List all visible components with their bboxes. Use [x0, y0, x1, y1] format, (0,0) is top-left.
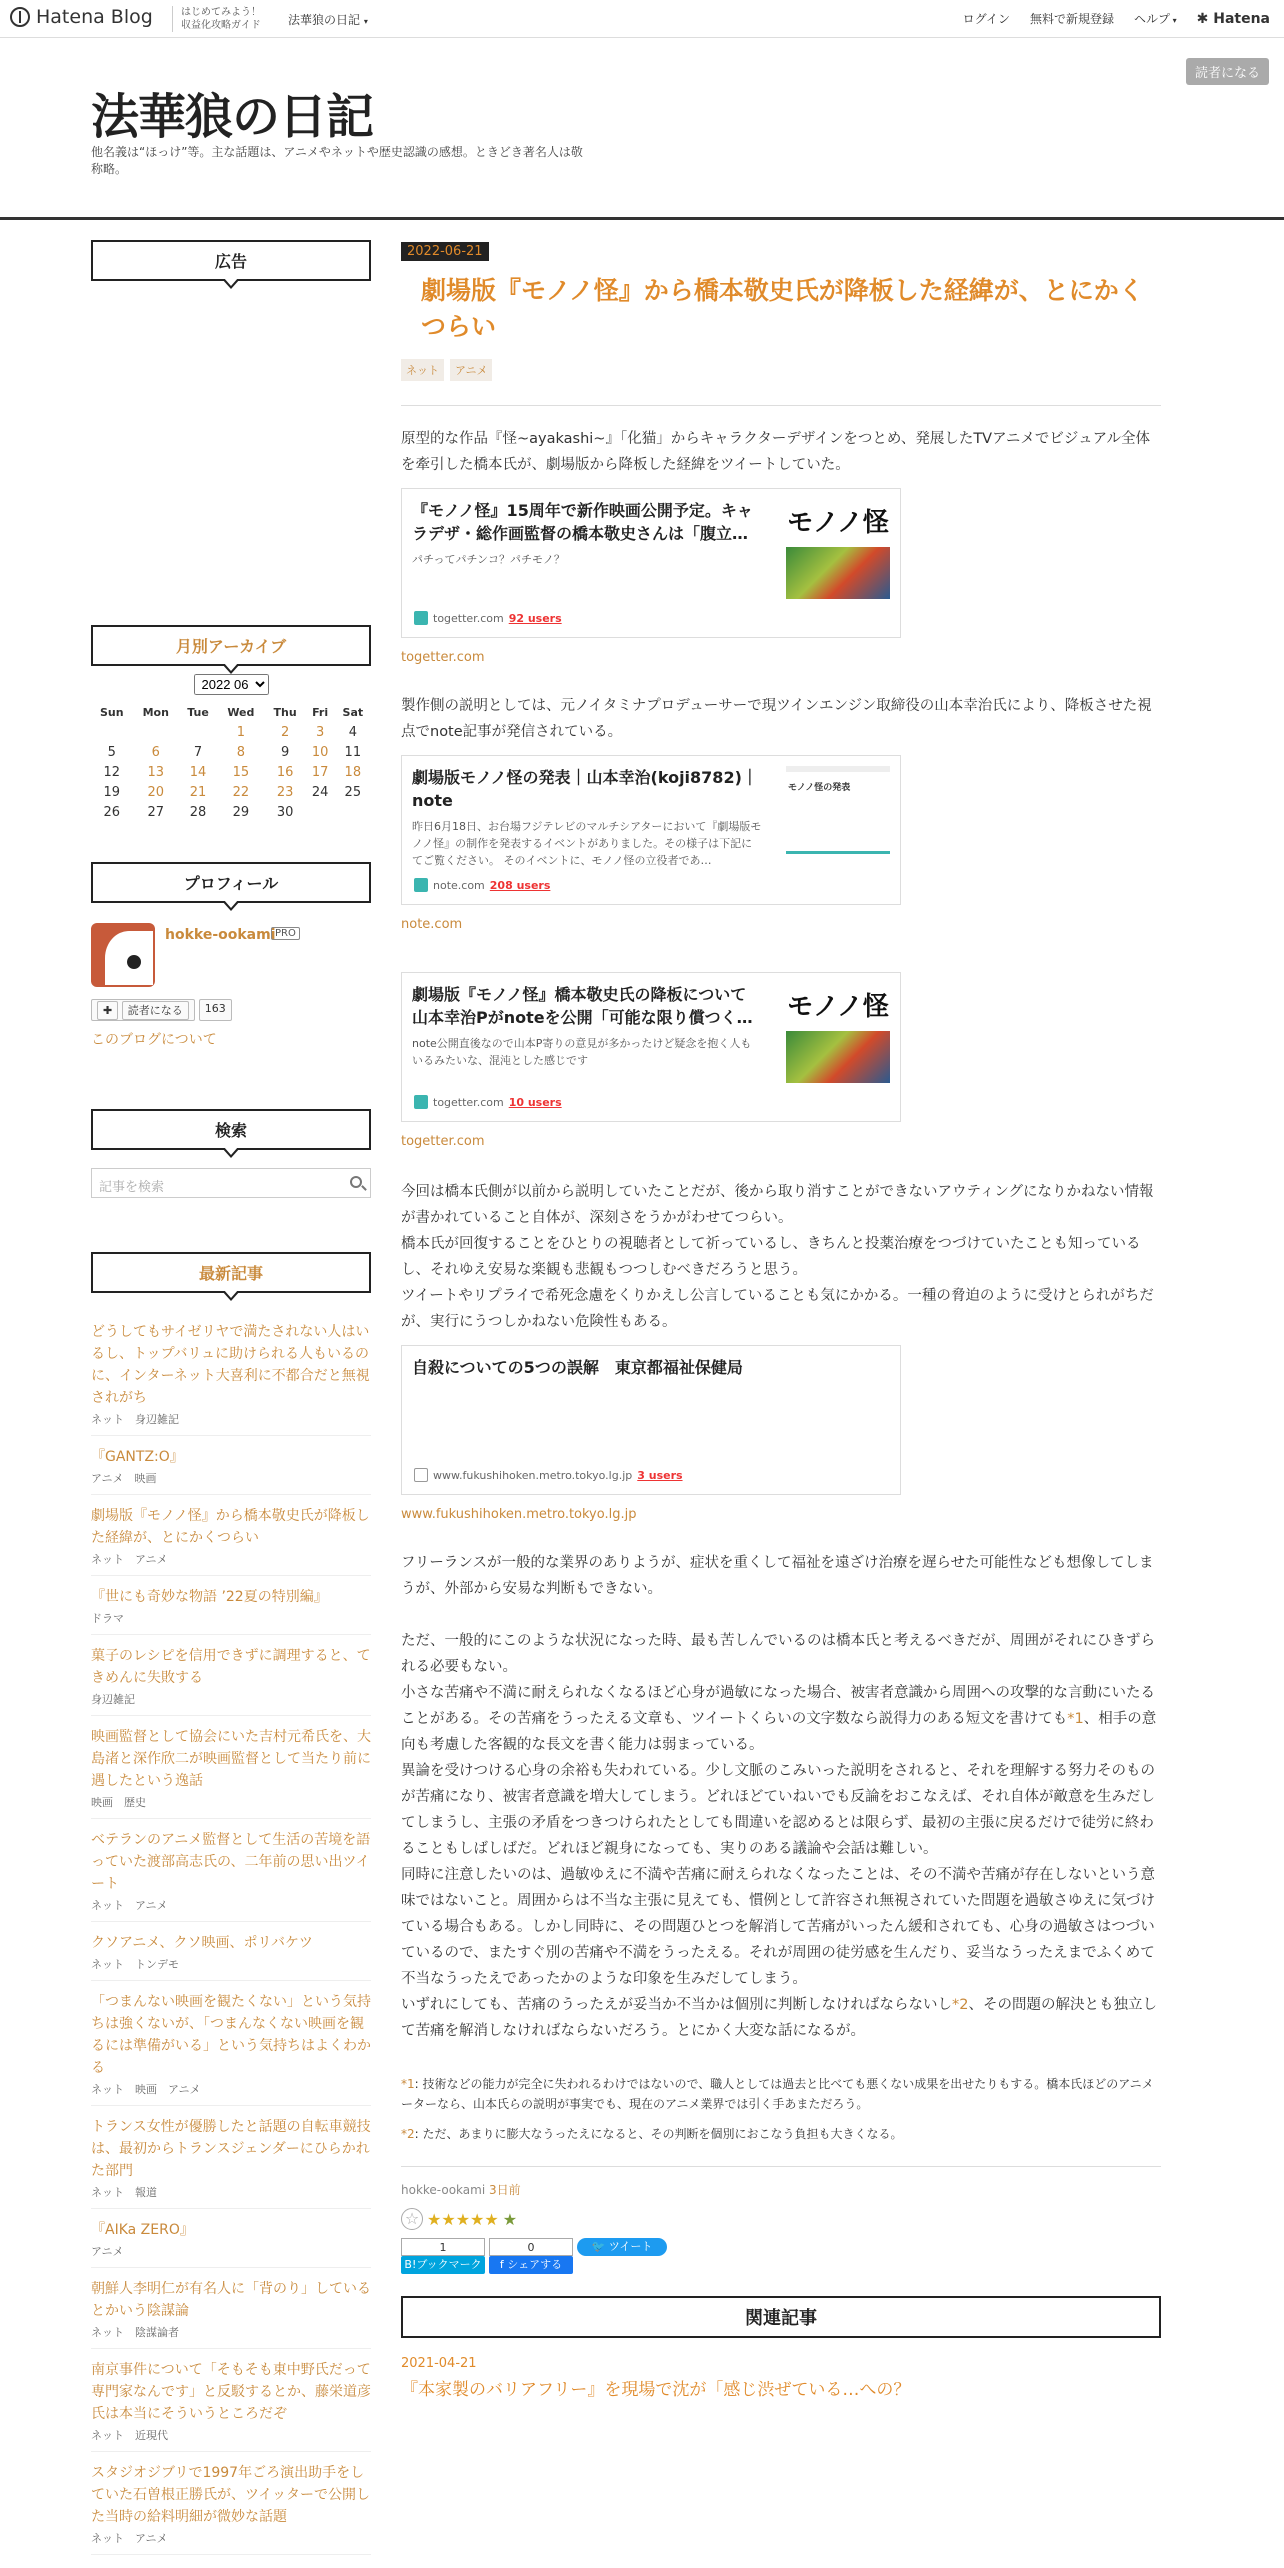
footnotes — [401, 2074, 1161, 2144]
recent-post-item — [91, 1576, 371, 1635]
share-count: 0 — [489, 2238, 573, 2256]
calendar-day — [133, 722, 179, 742]
monetize-guide-link[interactable] — [172, 6, 261, 32]
global-nav — [963, 10, 1270, 27]
related-heading: 関連記事 — [401, 2296, 1161, 2338]
recent-post-item — [91, 1922, 371, 1981]
card-footer — [414, 611, 562, 625]
ad-space — [91, 281, 371, 625]
recent-post-title[interactable]: 「つまんない映画を観たくない」という気持ちは強くないが、「つまんなくない映画を観るには準備がいる」という気持ちはよくわかる — [91, 1994, 371, 2076]
login-link[interactable]: ログイン — [962, 12, 1011, 26]
embed-card[interactable] — [401, 755, 901, 905]
subscriber-count: 163 — [199, 999, 232, 1021]
card-title: 自殺についての5つの誤解 東京都福祉保健局 — [412, 1358, 743, 1377]
recent-post-title[interactable]: どうしてもサイゼリヤで満たされない人はいるし、トップバリュに助けられる人もいるのに、インターネット大喜利に不都合だと無視されがち — [91, 1324, 370, 1406]
signup-link[interactable]: 無料で新規登録 — [1030, 12, 1115, 26]
card-description: 昨日6月18日、お台場フジテレビのマルチシアターにおいて『劇場版モノノ怪』の制作を発表するイベントがありました。その様子は下記にてご覧ください。 そのイベントに、モノノ怪の立役者であ… — [412, 820, 762, 867]
mononoke-logo: モノノ怪 — [787, 508, 889, 538]
add-star-icon[interactable]: ☆ — [401, 2208, 423, 2230]
recent-post-item — [91, 2349, 371, 2452]
recent-post-tags[interactable]: ネット 身辺雑記 — [91, 1413, 179, 1426]
card-thumbnail — [786, 499, 890, 603]
weekday-label: Thu — [273, 706, 297, 719]
calendar-day[interactable]: 8 — [236, 744, 245, 760]
logo-text: Hatena Blog — [36, 6, 153, 28]
weekday-label: Wed — [227, 706, 255, 719]
tweet-pill — [577, 2238, 667, 2256]
card-title: 劇場版モノノ怪の発表｜山本幸治(koji8782)｜note — [412, 768, 758, 810]
profile-name[interactable]: hokke-ookami — [165, 927, 276, 943]
guide-line-2: 収益化攻略ガイド — [181, 20, 261, 31]
recent-posts-heading: 最新記事 — [91, 1252, 371, 1293]
card-domain: www.fukushihoken.metro.tokyo.lg.jp — [433, 1468, 633, 1482]
search-placeholder: 記事を検索 — [99, 1180, 165, 1195]
calendar-day[interactable]: 2 — [280, 724, 290, 740]
pro-badge: PRO — [271, 927, 300, 940]
paragraph-text: 、その問題の解決とも独立して苦痛を解消しなければならないだろう。とにかく大変な話になるが。 — [401, 1997, 1157, 2039]
recent-post-title[interactable]: スタジオジブリで1997年ごろ演出助手をしていた石曽根正勝氏が、ツイッターで公開した当時の給料明細が微妙な話題 — [91, 2465, 371, 2525]
recent-post-tags[interactable]: 映画 歴史 — [91, 1796, 146, 1809]
calendar-day — [335, 802, 371, 822]
help-menu[interactable] — [1134, 10, 1177, 27]
card-domain: togetter.com — [433, 611, 504, 625]
recent-posts-list — [91, 1311, 371, 2555]
ad-heading: 広告 — [91, 240, 371, 281]
calendar-day[interactable]: 14 — [189, 764, 207, 780]
calendar-day — [91, 722, 133, 742]
guide-line-1: はじめてみよう！ — [181, 7, 261, 18]
calendar-day[interactable]: 6 — [151, 744, 160, 760]
divider — [401, 405, 1161, 406]
hatena-link[interactable] — [1197, 11, 1270, 27]
recent-post-tags[interactable]: ネット アニメ — [91, 2532, 168, 2545]
recent-post-tags[interactable]: ネット 陰謀論者 — [91, 2326, 179, 2339]
calendar-day — [306, 802, 335, 822]
calendar-day: 26 — [103, 804, 121, 820]
plus-icon: ✚ — [97, 1001, 118, 1020]
source-link[interactable]: www.fukushihoken.metro.tokyo.lg.jp — [401, 1507, 637, 1522]
calendar-day[interactable]: 10 — [311, 744, 329, 760]
category-tag[interactable]: ネット — [401, 359, 444, 381]
facebook-share-button[interactable] — [489, 2238, 573, 2274]
togetter-favicon — [414, 611, 428, 625]
recent-post-item — [91, 1635, 371, 1716]
paragraph: 今回は橋本氏側が以前から説明していたことだが、後から取り消すことができないアウティングになりかねない情報が書かれていること自体が、深刻さをうかがわせてつらい。 — [401, 1184, 1154, 1226]
recent-post-item — [91, 1495, 371, 1576]
calendar-day — [179, 722, 217, 742]
hatena-bookmark-button[interactable] — [401, 2238, 485, 2274]
calendar-day[interactable]: 15 — [232, 764, 250, 780]
paragraph — [401, 1680, 1161, 1758]
calendar-day[interactable]: 3 — [315, 724, 325, 740]
footnote-ref-2[interactable]: *2 — [952, 1997, 969, 2013]
note-thumb-title: モノノ怪の発表 — [788, 783, 851, 793]
blog-description: 他名義は“ほっけ”等。主な話題は、アニメやネットや歴史認識の感想。ときどき著名人は敬称略。 — [91, 145, 583, 176]
bookmark-label: B!ブックマーク — [401, 2256, 485, 2274]
calendar-day[interactable]: 17 — [311, 764, 329, 780]
recent-post-item — [91, 2106, 371, 2209]
card-domain: togetter.com — [433, 1095, 504, 1109]
bookmark-users[interactable]: 10 users — [508, 1095, 562, 1109]
about-blog-text: このブログについて — [91, 1032, 217, 1048]
category-tag[interactable]: アニメ — [450, 359, 492, 381]
recent-post-title[interactable]: 映画監督として協会にいた吉村元希氏を、大島渚と深作欣二が映画監督として当たり前に遇したという逸話 — [91, 1729, 371, 1789]
paragraph-group — [401, 1179, 1161, 1335]
paragraph: 原型的な作品『怪~ayakashi~』「化猫」からキャラクターデザインをつとめ、発展したTVアニメでビジュアル全体を牽引した橋本氏が、劇場版から降板した経緯をツイートしていた。 — [401, 431, 1150, 473]
recent-post-tags[interactable]: ネット 報道 — [91, 2186, 157, 2199]
card-domain: note.com — [433, 878, 485, 892]
article-date[interactable]: 2022-06-21 — [401, 242, 489, 261]
weekday-label: Sat — [342, 706, 364, 719]
tweet-button[interactable] — [577, 2238, 667, 2274]
footnote-label[interactable]: *1 — [401, 2077, 415, 2091]
card-thumbnail — [786, 983, 890, 1087]
calendar-day[interactable]: 23 — [276, 784, 294, 800]
recent-post-title[interactable]: トランス女性が優勝したと話題の自転車競技は、最初からトランスジェンダーにひらかれた部門 — [91, 2119, 371, 2179]
star-icon[interactable]: ★ — [502, 2209, 518, 2229]
recent-post-tags[interactable]: アニメ — [91, 2245, 124, 2258]
hatena-blog-logo[interactable] — [10, 6, 153, 28]
paragraph-text: いずれにしても、苦痛のうったえが妥当か不当かは個別に判断しなければならないし — [401, 1997, 952, 2013]
profile-heading: プロフィール — [91, 862, 371, 903]
recent-post-tags[interactable]: 身辺雑記 — [91, 1693, 135, 1706]
about-blog-link[interactable] — [91, 1029, 371, 1049]
subscribe-row — [91, 999, 371, 1021]
recent-post-title[interactable]: ベテランのアニメ監督として生活の苦境を語っていた渡部高志氏の、二年前の思い出ツイート — [91, 1832, 371, 1892]
footnote-text: 技術などの能力が完全に失われるわけではないので、職人としては過去と比べても悪くない成果を出せたりもする。橋本氏ほどのアニメーターなら、山本氏らの説明が事実でも、現在のアニメ業界では引く手あまただろう。 — [401, 2077, 1154, 2111]
recent-post-title[interactable]: 南京事件について「そもそも東中野氏だって専門家なんです」と反駁するとか、藤栄道彦氏は本当にそういうところだぞ — [91, 2362, 371, 2422]
card-title: 『モノノ怪』15周年で新作映画公開予定。キャラデザ・総作画監督の橋本敬史さんは「腹立… — [412, 501, 753, 543]
blog-header — [0, 38, 1284, 220]
recent-post-title[interactable]: 菓子のレシピを信用できずに調理すると、てきめんに失敗する — [91, 1648, 371, 1686]
recent-post-title[interactable]: 朝鮮人李明仁が有名人に「背のり」しているとかいう陰謀論 — [91, 2281, 371, 2319]
embed-card[interactable] — [401, 972, 901, 1122]
footnote-text: ただ、あまりに膨大なうったえになると、その判断を個別におこなう負担も大きくなる。 — [422, 2127, 903, 2141]
calendar-day[interactable]: 22 — [232, 784, 250, 800]
recent-post-item — [91, 2268, 371, 2349]
calendar-day: 5 — [107, 744, 116, 760]
permalink[interactable]: 3日前 — [488, 2183, 521, 2197]
card-description: パチってパチンコ？パチモノ？ — [412, 553, 565, 566]
recent-post-item — [91, 1981, 371, 2106]
bookmark-count: 1 — [401, 2238, 485, 2256]
blog-menu-dropdown[interactable] — [288, 11, 368, 28]
star-icon[interactable]: ★★★★★ — [427, 2209, 499, 2229]
card-footer — [414, 1468, 683, 1482]
recent-post-item — [91, 1436, 371, 1495]
calendar-day: 30 — [276, 804, 294, 820]
bookmark-users[interactable]: 3 users — [637, 1468, 683, 1482]
calendar-day[interactable]: 18 — [344, 764, 362, 780]
paragraph: フリーランスが一般的な業界のありようが、症状を重くして福祉を遠ざけ治療を遅らせた可能性なども想像してしまうが、外部から安易な判断もできない。 — [401, 1555, 1154, 1597]
article — [401, 240, 1161, 2400]
hatena-logo-icon — [10, 7, 30, 27]
hatena-label: Hatena — [1213, 10, 1270, 27]
reader-button[interactable]: 読者になる — [1186, 58, 1269, 85]
calendar-day: 9 — [280, 744, 290, 760]
footnote-1: *1: 技術などの能力が完全に失われるわけではないので、職人としては過去と比べても悪くない成果を出せたりもする。橋本氏ほどのアニメーターなら、山本氏らの説明が事実でも、現在のアニメ業界では引く手あまただろう。 — [401, 2077, 1154, 2111]
archive-month-select[interactable] — [194, 674, 269, 695]
card-description: note公開直後なので山本P寄りの意見が多かったけど疑念を抱く人もいるみたいな、混沌とした感じです — [412, 1037, 752, 1067]
weekday-label: Fri — [312, 706, 329, 719]
paragraph: 同時に注意したいのは、過敏ゆえに不満や苦痛に耐えられなくなったことは、その不満や苦痛が存在しないという意味ではないこと。周囲からは不当な主張に見えても、慣例として許容され無視されていた問題を過敏さゆえに気づけている場合もある。しかし同時に、その問題ひとつを解消して苦痛がいったん緩和されても、心身の過敏さはつづいているので、またすぐ別の苦痛や不満をうったえる。それが周囲の徒労感を生んだり、妥当なうったえまでふくめて不当なうったえであったかのような印象を生みだしてしまう。 — [401, 1867, 1155, 1987]
calendar-day[interactable]: 20 — [147, 784, 165, 800]
calendar-day: 25 — [344, 784, 362, 800]
note-favicon — [414, 878, 428, 892]
paragraph — [401, 1992, 1161, 2044]
search-heading: 検索 — [91, 1109, 371, 1150]
weekday-label: Mon — [142, 706, 169, 719]
profile-box — [91, 923, 371, 987]
weekday-label: Sun — [99, 706, 124, 719]
paragraph: ツイートやリプライで希死念慮をくりかえし公言していることも気にかかる。一種の脅迫のように受けとられがちだが、実行にうつしかねない危険性もある。 — [401, 1288, 1154, 1330]
recent-post-tags[interactable]: ネット トンデモ — [91, 1958, 179, 1971]
sidebar — [91, 240, 371, 2555]
article-title[interactable]: 劇場版『モノノ怪』から橋本敬史氏が降板した経緯が、とにかくつらい — [421, 276, 1144, 341]
paragraph: ただ、一般的にこのような状況になった時、最も苦しんでいるのは橋本氏と考えるべきだが、周囲がそれにひきずられる必要もない。 — [401, 1633, 1155, 1675]
calendar-week — [91, 722, 371, 742]
card-footer — [414, 1095, 562, 1109]
recent-post-tags[interactable]: ネット アニメ — [91, 1553, 168, 1566]
calendar-body — [91, 722, 371, 822]
caret-down-icon: ▾ — [1170, 16, 1177, 25]
article-categories — [401, 359, 1161, 381]
card-footer — [414, 878, 550, 892]
recent-post-item — [91, 2209, 371, 2268]
search-input[interactable] — [91, 1168, 371, 1198]
paragraph-text: 、相手の意向も考慮した客観的な長文を書く能力は弱まっている。 — [401, 1711, 1157, 1753]
recent-post-tags[interactable]: ネット 近現代 — [91, 2429, 168, 2442]
calendar-day: 19 — [103, 784, 121, 800]
avatar[interactable] — [91, 923, 155, 987]
related-title[interactable]: 『本家製のバリアフリー』を現場で沈が「感じ渋ぜている…への？ — [401, 2380, 911, 2400]
calendar-week — [91, 742, 371, 762]
paragraph: 橋本氏が回復することをひとりの視聴者として祈っているし、きちんと投薬治療をつづけていたことも知っているし、それゆえ安易な楽観も悲観もつつしむべきだろうと思う。 — [401, 1236, 1141, 1278]
calendar-table — [91, 703, 371, 822]
weekday-label: Tue — [187, 706, 209, 719]
embed-card[interactable] — [401, 1345, 901, 1495]
calendar-day: 29 — [232, 804, 250, 820]
paragraph: 異論を受けつける心身の余裕も失われている。少し文脈のこみいった説明をされると、それを理解する努力そのものが苦痛になり、被害者意識を増大してしまう。どれほどていねいでも反論をおこなえば、それ自体が敵意を生みだしてしまうし、主張の矛盾をつきつけられたとしても間違いを認めるとは限らず、最初の主張に戻るだけで徒労に終わることもしばしばだ。どれほど親身になっても、実りのある議論や会話は難しい。 — [401, 1763, 1155, 1857]
calendar-day: 7 — [193, 744, 203, 760]
calendar-day: 24 — [311, 784, 329, 800]
footnote-ref-1[interactable]: *1 — [1067, 1711, 1084, 1727]
calendar-day: 28 — [189, 804, 207, 820]
calendar-day[interactable]: 21 — [189, 784, 207, 800]
footnote-label[interactable]: *2 — [401, 2127, 415, 2141]
bookmark-users[interactable]: 92 users — [508, 611, 562, 625]
embed-card[interactable] — [401, 488, 901, 638]
calendar-day: 27 — [147, 804, 165, 820]
footnote-2: *2: ただ、あまりに膨大なうったえになると、その判断を個別におこなう負担も大きくなる。 — [401, 2127, 903, 2141]
recent-post-title[interactable]: 劇場版『モノノ怪』から橋本敬史氏が降板した経緯が、とにかくつらい — [91, 1508, 370, 1546]
recent-post-item — [91, 1311, 371, 1436]
recent-post-tags[interactable]: アニメ 映画 — [91, 1472, 157, 1485]
blog-menu-label: 法華狼の日記 — [288, 13, 361, 27]
page-favicon — [414, 1468, 428, 1482]
twitter-bird-icon: 🐦 — [591, 2240, 606, 2253]
source-link[interactable]: togetter.com — [401, 650, 485, 665]
global-header — [0, 0, 1284, 38]
recent-post-title[interactable]: クソアニメ、クソ映画、ポリバケツ — [91, 1935, 313, 1951]
recent-post-item — [91, 1716, 371, 1819]
paragraph-text: 小さな苦痛や不満に耐えられなくなるほど心身が過敏になった場合、被害者意識から周囲への攻撃的な言動にいたることがある。その苦痛をうったえる文章も、ツイートくらいの文字数なら説得力のある短文を書けても — [401, 1685, 1155, 1727]
archive-calendar — [91, 674, 371, 822]
paragraph-group — [401, 1628, 1161, 2044]
card-title: 劇場版『モノノ怪』橋本敬史氏の降板について山本幸治Pがnoteを公開「可能な限り償つく… — [412, 985, 753, 1027]
calendar-day: 11 — [344, 744, 362, 760]
card-thumbnail — [786, 766, 890, 870]
recent-post-item — [91, 2452, 371, 2555]
paragraph: 製作側の説明としては、元ノイタミナプロデューサーで現ツインエンジン取締役の山本幸治氏により、降板させた視点でnote記事が発信されている。 — [401, 698, 1152, 740]
blog-title[interactable]: 法華狼の日記 — [91, 89, 374, 145]
calendar-weekdays — [91, 703, 371, 722]
article-footer — [401, 2181, 1161, 2198]
caret-down-icon: ▾ — [363, 17, 368, 26]
search-icon[interactable] — [350, 1176, 362, 1188]
archive-heading[interactable]: 月別アーカイブ — [91, 625, 371, 666]
hatena-star-icon: ✱ — [1196, 10, 1209, 27]
recent-post-tags[interactable]: ネット アニメ — [91, 1899, 168, 1912]
mononoke-logo: モノノ怪 — [787, 992, 889, 1022]
togetter-favicon — [414, 1095, 428, 1109]
recent-post-title[interactable]: 『世にも奇妙な物語 ’22夏の特別編』 — [91, 1589, 328, 1605]
subscribe-button[interactable] — [91, 999, 195, 1021]
recent-post-title[interactable]: 『AIKa ZERO』 — [91, 2222, 194, 2238]
help-label: ヘルプ — [1134, 12, 1171, 26]
calendar-day: 4 — [348, 724, 357, 740]
author-link[interactable]: hokke-ookami — [401, 2183, 486, 2197]
subscribe-label: 読者になる — [122, 1001, 189, 1020]
calendar-week — [91, 762, 371, 782]
recent-post-title[interactable]: 『GANTZ:O』 — [91, 1449, 184, 1465]
recent-post-item — [91, 1819, 371, 1922]
calendar-day: 12 — [103, 764, 121, 780]
tweet-label: ツイート — [608, 2240, 653, 2253]
calendar-week — [91, 782, 371, 802]
calendar-day[interactable]: 1 — [236, 724, 245, 740]
divider — [401, 2166, 1161, 2167]
recent-post-tags[interactable]: ネット 映画 アニメ — [91, 2083, 201, 2096]
recent-post-tags[interactable]: ドラマ — [91, 1612, 124, 1625]
source-link[interactable]: note.com — [401, 917, 463, 932]
related-date[interactable]: 2021-04-21 — [401, 2356, 477, 2371]
calendar-week — [91, 802, 371, 822]
hatena-stars — [401, 2208, 1161, 2230]
calendar-day[interactable]: 16 — [276, 764, 294, 780]
share-buttons — [401, 2238, 1161, 2274]
share-label: f シェアする — [489, 2256, 573, 2274]
calendar-day[interactable]: 13 — [147, 764, 165, 780]
bookmark-users[interactable]: 208 users — [489, 878, 551, 892]
source-link[interactable]: togetter.com — [401, 1134, 485, 1149]
